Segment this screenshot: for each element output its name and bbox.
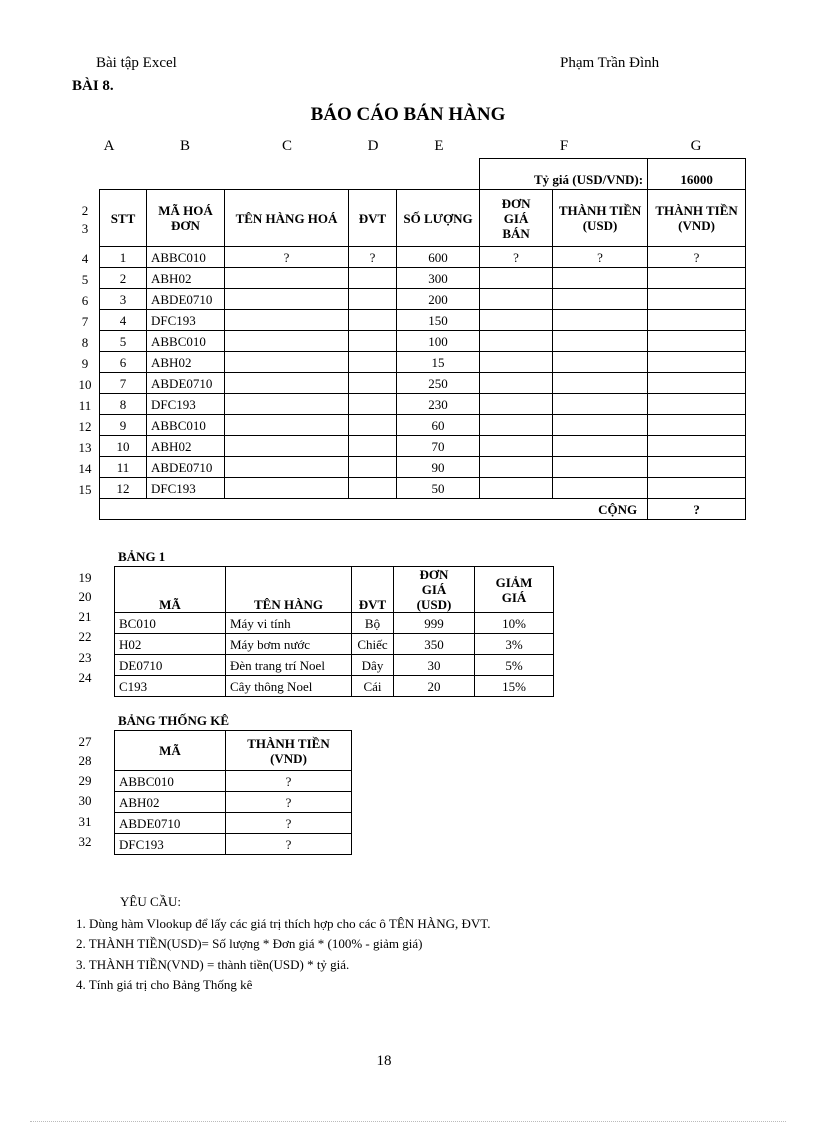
cell-don-gia[interactable] [480, 373, 553, 394]
table-row [115, 771, 352, 792]
cell-dvt[interactable] [349, 289, 397, 310]
cell-so-luong[interactable]: 250 [397, 373, 480, 394]
cell-ten[interactable]: Máy vi tính [226, 613, 352, 634]
cell-dvt[interactable] [349, 268, 397, 289]
header-don-gia-ban: ĐƠN GIÁ BÁN [480, 190, 553, 247]
cell-dvt[interactable]: ? [349, 247, 397, 268]
cell-don-gia[interactable] [480, 352, 553, 373]
cell-ma[interactable]: ABH02 [147, 268, 225, 289]
exercise-label: BÀI 8. [72, 78, 114, 94]
row-number: 15 [78, 482, 92, 497]
cell-dvt[interactable] [349, 373, 397, 394]
table-row [100, 247, 746, 268]
cell-so-luong[interactable]: 150 [397, 310, 480, 331]
cell-ten[interactable] [225, 331, 349, 352]
cell-ten[interactable] [225, 457, 349, 478]
cell-stt[interactable]: 12 [100, 478, 147, 499]
row-number: 13 [78, 440, 92, 455]
row-number: 6 [81, 293, 89, 308]
cell-usd[interactable] [553, 331, 648, 352]
row-number: 19 [78, 570, 92, 585]
cell-ma[interactable]: ABH02 [147, 436, 225, 457]
cell-ma[interactable]: ABDE0710 [147, 289, 225, 310]
cell-giam-gia[interactable]: 3% [475, 634, 554, 655]
cell-so-luong[interactable]: 100 [397, 331, 480, 352]
header-right: Phạm Trần Đình [560, 55, 660, 71]
cell-usd[interactable] [553, 373, 648, 394]
cell-don-gia[interactable] [480, 415, 553, 436]
cell-ten[interactable]: Máy bơm nước [226, 634, 352, 655]
row-number: 31 [78, 814, 92, 829]
cell-dvt[interactable] [349, 310, 397, 331]
cell-don-gia[interactable] [480, 394, 553, 415]
cell-dvt[interactable] [349, 457, 397, 478]
table-row [100, 478, 746, 499]
cell-ma[interactable]: ABBC010 [147, 331, 225, 352]
row-number: 21 [78, 609, 92, 624]
header-stt: STT [100, 190, 147, 247]
cell-stt[interactable]: 7 [100, 373, 147, 394]
cell-ma[interactable]: DE0710 [115, 655, 226, 676]
table-row [100, 310, 746, 331]
blank-cell [100, 159, 480, 190]
cell-thanh-tien[interactable]: ? [226, 813, 352, 834]
cell-don-gia[interactable]: 350 [394, 634, 475, 655]
cell-ten[interactable] [225, 289, 349, 310]
row-number: 10 [78, 377, 92, 392]
cell-usd[interactable] [553, 478, 648, 499]
cell-dvt[interactable]: Cái [352, 676, 394, 697]
cell-so-luong[interactable]: 90 [397, 457, 480, 478]
cell-stt[interactable]: 3 [100, 289, 147, 310]
cell-ten[interactable] [225, 415, 349, 436]
column-letter-f: F [559, 138, 569, 154]
header-thanh-tien-vnd: THÀNH TIỀN (VND) [648, 190, 746, 247]
bang1-header-dvt: ĐVT [352, 567, 394, 613]
table-row [115, 613, 554, 634]
column-letter-b: B [179, 138, 190, 154]
cell-vnd[interactable] [648, 394, 746, 415]
cell-thanh-tien[interactable]: ? [226, 834, 352, 855]
cell-vnd[interactable] [648, 457, 746, 478]
row-number: 29 [78, 773, 92, 788]
cell-ma[interactable]: ABH02 [147, 352, 225, 373]
cell-ma[interactable]: DFC193 [147, 394, 225, 415]
cell-usd[interactable]: ? [553, 247, 648, 268]
cell-ma[interactable]: ABH02 [115, 792, 226, 813]
cell-stt[interactable]: 10 [100, 436, 147, 457]
requirement-item: 2. THÀNH TIỀN(USD)= Số lượng * Đơn giá * (100% - giảm giá) [76, 936, 423, 951]
table-row [100, 394, 746, 415]
total-label: CỘNG [100, 499, 648, 520]
sales-report-table [99, 158, 746, 520]
cell-don-gia[interactable] [480, 289, 553, 310]
table-row [115, 655, 554, 676]
requirement-item: 3. THÀNH TIỀN(VND) = thành tiền(USD) * tỷ giá. [76, 957, 350, 972]
cell-ma[interactable]: ABDE0710 [147, 457, 225, 478]
page-number: 18 [376, 1053, 392, 1069]
cell-ten[interactable] [225, 268, 349, 289]
cell-vnd[interactable] [648, 310, 746, 331]
total-row [100, 499, 746, 520]
cell-dvt[interactable] [349, 478, 397, 499]
cell-usd[interactable] [553, 310, 648, 331]
cell-stt[interactable]: 2 [100, 268, 147, 289]
bang1-header-giam-gia: GIẢM GIÁ [475, 567, 554, 613]
row-number: 28 [78, 753, 92, 768]
cell-so-luong[interactable]: 70 [397, 436, 480, 457]
thong-ke-title: BẢNG THỐNG KÊ [118, 713, 230, 728]
bang1-header-don-gia: ĐƠN GIÁ (USD) [394, 567, 475, 613]
cell-ma[interactable]: C193 [115, 676, 226, 697]
row-number: 20 [78, 589, 92, 604]
table-row [100, 373, 746, 394]
cell-vnd[interactable] [648, 436, 746, 457]
cell-don-gia[interactable] [480, 310, 553, 331]
cell-ten[interactable]: Đèn trang trí Noel [226, 655, 352, 676]
cell-don-gia[interactable]: 999 [394, 613, 475, 634]
cell-ten[interactable] [225, 373, 349, 394]
header-ten-hang-hoa: TÊN HÀNG HOÁ [225, 190, 349, 247]
bang1-table [114, 566, 554, 697]
cell-usd[interactable] [553, 352, 648, 373]
cell-so-luong[interactable]: 60 [397, 415, 480, 436]
cell-stt[interactable]: 9 [100, 415, 147, 436]
row-number: 14 [78, 461, 92, 476]
cell-dvt[interactable] [349, 331, 397, 352]
cell-ma[interactable]: DFC193 [147, 478, 225, 499]
table-row [100, 289, 746, 310]
bang1-header-ten-hang: TÊN HÀNG [226, 567, 352, 613]
requirement-item: 1. Dùng hàm Vlookup để lấy các giá trị thích hợp cho các ô TÊN HÀNG, ĐVT. [76, 916, 491, 931]
header-left: Bài tập Excel [96, 55, 177, 71]
cell-dvt[interactable] [349, 415, 397, 436]
cell-don-gia[interactable] [480, 457, 553, 478]
thong-ke-header-thanh-tien: THÀNH TIỀN (VND) [226, 731, 352, 771]
page-title: BÁO CÁO BÁN HÀNG [310, 104, 506, 125]
cell-usd[interactable] [553, 289, 648, 310]
cell-stt[interactable]: 8 [100, 394, 147, 415]
cell-ma[interactable]: DFC193 [147, 310, 225, 331]
header-so-luong: SỐ LƯỢNG [397, 190, 480, 247]
cell-vnd[interactable] [648, 352, 746, 373]
bang1-header-ma: MÃ [115, 567, 226, 613]
table-row [100, 415, 746, 436]
row-number: 23 [78, 650, 92, 665]
requirement-item: 4. Tính giá trị cho Bảng Thống kê [76, 977, 253, 992]
cell-giam-gia[interactable]: 5% [475, 655, 554, 676]
cell-dvt[interactable]: Bộ [352, 613, 394, 634]
cell-don-gia[interactable] [480, 478, 553, 499]
cell-giam-gia[interactable]: 15% [475, 676, 554, 697]
requirements-title: YÊU CẦU: [120, 894, 182, 909]
cell-vnd[interactable] [648, 373, 746, 394]
cell-so-luong[interactable]: 600 [397, 247, 480, 268]
header-ma-hoa-don: MÃ HOÁ ĐƠN [147, 190, 225, 247]
cell-ma[interactable]: ABDE0710 [147, 373, 225, 394]
cell-so-luong[interactable]: 200 [397, 289, 480, 310]
row-number: 12 [78, 419, 92, 434]
cell-don-gia[interactable]: 20 [394, 676, 475, 697]
row-number: 2 [81, 203, 89, 218]
table-row [100, 331, 746, 352]
cell-don-gia[interactable]: ? [480, 247, 553, 268]
cell-ten[interactable] [225, 352, 349, 373]
page-bottom-divider [30, 1121, 786, 1122]
cell-vnd[interactable] [648, 415, 746, 436]
row-number: 4 [81, 251, 89, 266]
cell-usd[interactable] [553, 394, 648, 415]
cell-so-luong[interactable]: 15 [397, 352, 480, 373]
row-number: 5 [81, 272, 89, 287]
cell-ten[interactable] [225, 310, 349, 331]
cell-usd[interactable] [553, 457, 648, 478]
cell-ten[interactable] [225, 478, 349, 499]
thong-ke-header-ma: MÃ [115, 731, 226, 771]
cell-dvt[interactable]: Dây [352, 655, 394, 676]
column-letter-a: A [103, 138, 115, 154]
cell-usd[interactable] [553, 436, 648, 457]
row-number: 11 [78, 398, 92, 413]
cell-stt[interactable]: 11 [100, 457, 147, 478]
table-row [100, 268, 746, 289]
cell-ma[interactable]: ABBC010 [147, 247, 225, 268]
cell-vnd[interactable]: ? [648, 247, 746, 268]
cell-usd[interactable] [553, 415, 648, 436]
cell-ma[interactable]: ABBC010 [147, 415, 225, 436]
cell-don-gia[interactable] [480, 268, 553, 289]
cell-stt[interactable]: 4 [100, 310, 147, 331]
cell-ma[interactable]: DFC193 [115, 834, 226, 855]
cell-stt[interactable]: 6 [100, 352, 147, 373]
table-row [115, 792, 352, 813]
cell-vnd[interactable] [648, 268, 746, 289]
cell-usd[interactable] [553, 268, 648, 289]
table-row [115, 813, 352, 834]
cell-don-gia[interactable] [480, 331, 553, 352]
cell-ten[interactable]: Cây thông Noel [226, 676, 352, 697]
cell-giam-gia[interactable]: 10% [475, 613, 554, 634]
row-number: 3 [81, 221, 89, 236]
cell-dvt[interactable] [349, 352, 397, 373]
row-number: 32 [78, 834, 92, 849]
table-row [115, 676, 554, 697]
cell-ma[interactable]: ABDE0710 [115, 813, 226, 834]
cell-ma[interactable]: H02 [115, 634, 226, 655]
table-row [115, 834, 352, 855]
cell-ten[interactable] [225, 436, 349, 457]
row-number: 24 [78, 670, 92, 685]
table-row [100, 457, 746, 478]
row-number: 7 [81, 314, 89, 329]
exchange-rate-label: Tỷ giá (USD/VND): [480, 159, 648, 190]
cell-thanh-tien[interactable]: ? [226, 771, 352, 792]
cell-vnd[interactable] [648, 478, 746, 499]
column-letter-d: D [367, 138, 379, 154]
exchange-rate-value[interactable]: 16000 [648, 159, 746, 190]
column-letter-c: C [281, 138, 292, 154]
thong-ke-table [114, 730, 352, 855]
cell-dvt[interactable]: Chiếc [352, 634, 394, 655]
cell-don-gia[interactable]: 30 [394, 655, 475, 676]
bang1-title: BẢNG 1 [118, 549, 166, 564]
cell-vnd[interactable] [648, 289, 746, 310]
row-number: 30 [78, 793, 92, 808]
table-row [115, 634, 554, 655]
column-letter-g: G [690, 138, 702, 154]
table-row [100, 352, 746, 373]
row-number: 8 [81, 335, 89, 350]
cell-so-luong[interactable]: 300 [397, 268, 480, 289]
cell-stt[interactable]: 1 [100, 247, 147, 268]
cell-thanh-tien[interactable]: ? [226, 792, 352, 813]
cell-don-gia[interactable] [480, 436, 553, 457]
cell-dvt[interactable] [349, 436, 397, 457]
cell-stt[interactable]: 5 [100, 331, 147, 352]
row-number: 9 [81, 356, 89, 371]
cell-vnd[interactable] [648, 331, 746, 352]
cell-so-luong[interactable]: 230 [397, 394, 480, 415]
cell-dvt[interactable] [349, 394, 397, 415]
cell-so-luong[interactable]: 50 [397, 478, 480, 499]
cell-ma[interactable]: BC010 [115, 613, 226, 634]
row-number: 22 [78, 629, 92, 644]
cell-ma[interactable]: ABBC010 [115, 771, 226, 792]
cell-ten[interactable] [225, 394, 349, 415]
header-thanh-tien-usd: THÀNH TIỀN (USD) [553, 190, 648, 247]
total-value[interactable]: ? [648, 499, 746, 520]
table-row [100, 436, 746, 457]
header-dvt: ĐVT [349, 190, 397, 247]
row-number: 27 [78, 734, 92, 749]
cell-ten[interactable]: ? [225, 247, 349, 268]
column-letter-e: E [434, 138, 444, 154]
